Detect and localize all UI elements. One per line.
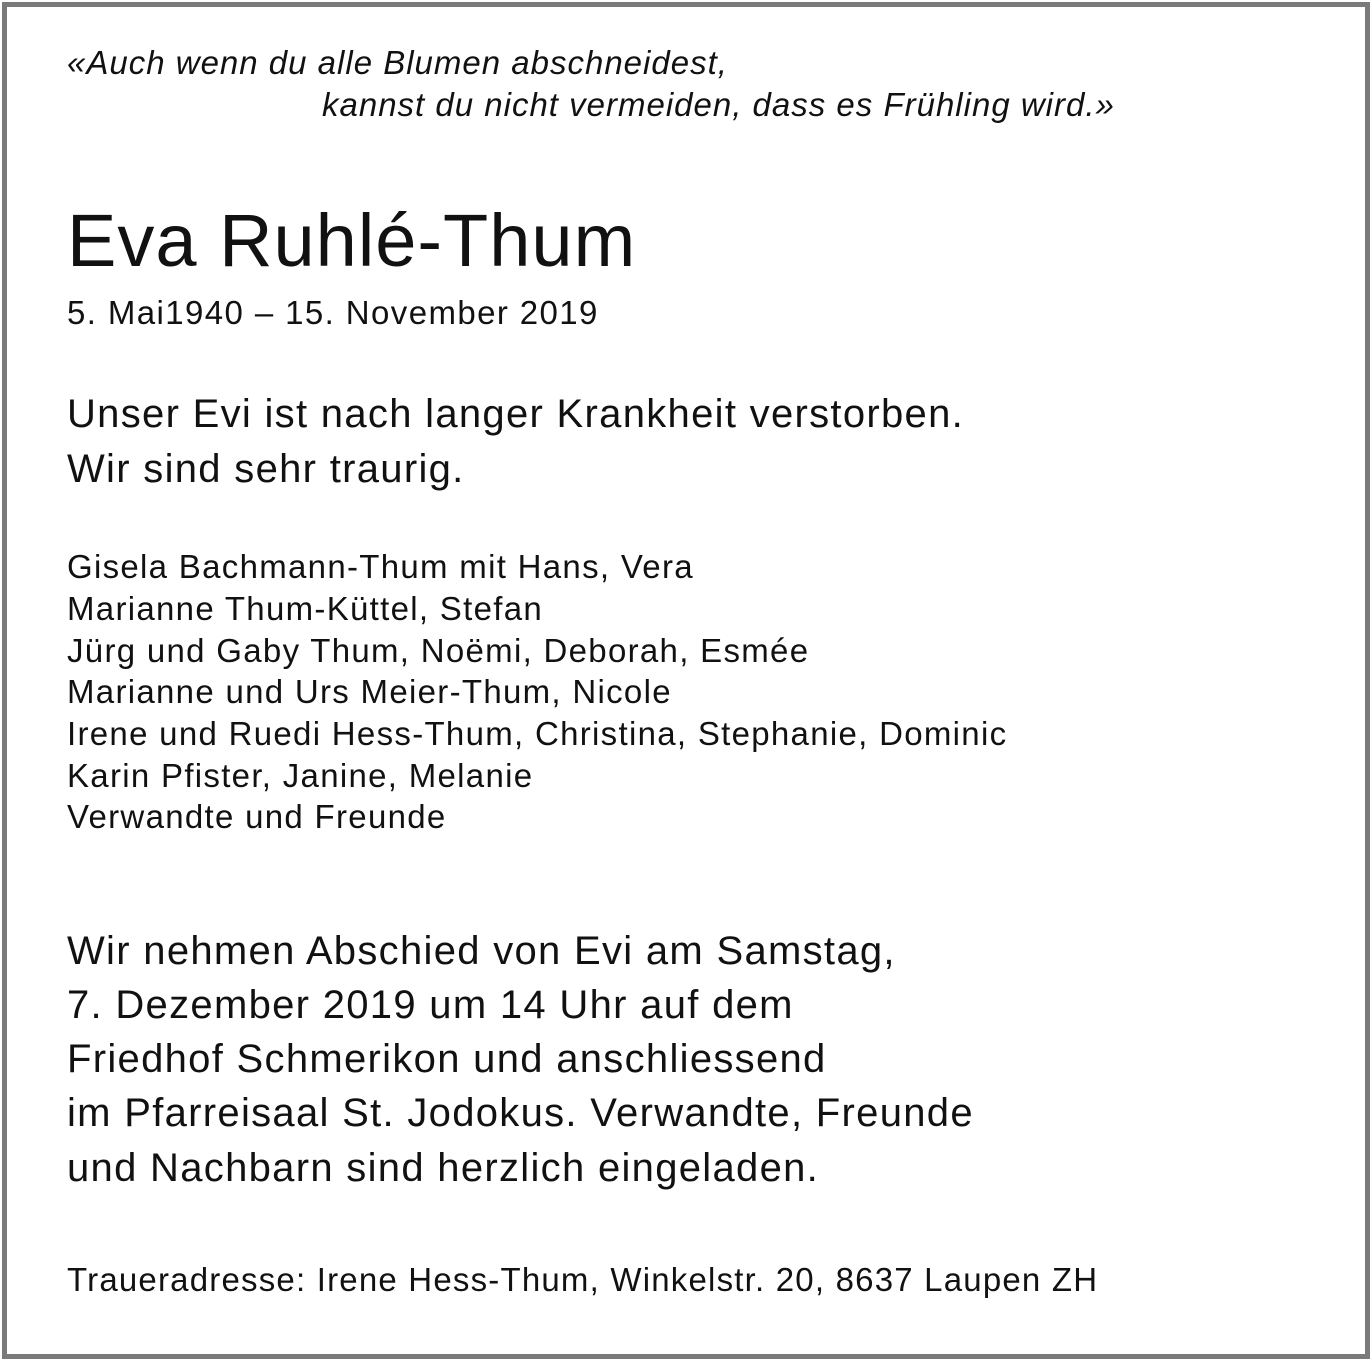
message-line-2: Wir sind sehr traurig. (67, 447, 465, 491)
farewell-line: 7. Dezember 2019 um 14 Uhr auf dem (67, 983, 794, 1027)
mourner-line: Karin Pfister, Janine, Melanie (67, 757, 534, 794)
farewell-line: im Pfarreisaal St. Jodokus. Verwandte, Freunde (67, 1091, 974, 1135)
life-dates: 5. Mai1940 – 15. November 2019 (67, 294, 599, 331)
mourner-line: Irene und Ruedi Hess-Thum, Christina, Stephanie, Dominic (67, 715, 1008, 752)
farewell-line: Wir nehmen Abschied von Evi am Samstag, (67, 929, 896, 973)
mourner-line: Jürg und Gaby Thum, Noëmi, Deborah, Esmée (67, 632, 810, 669)
mourning-address: Traueradresse: Irene Hess-Thum, Winkelstr. 20, 8637 Laupen ZH (67, 1261, 1099, 1298)
mourner-line: Verwandte und Freunde (67, 798, 447, 835)
farewell-line: und Nachbarn sind herzlich eingeladen. (67, 1146, 820, 1190)
mourner-line: Gisela Bachmann-Thum mit Hans, Vera (67, 548, 694, 585)
message-line-1: Unser Evi ist nach langer Krankheit verstorben. (67, 392, 965, 436)
mourner-line: Marianne und Urs Meier-Thum, Nicole (67, 673, 672, 710)
deceased-name: Eva Ruhlé-Thum (67, 199, 637, 282)
farewell-line: Friedhof Schmerikon und anschliessend (67, 1037, 827, 1081)
quote-line-1: «Auch wenn du alle Blumen abschneidest, (67, 44, 728, 81)
quote-line-2: kannst du nicht vermeiden, dass es Frühling wird.» (322, 86, 1115, 123)
mourner-line: Marianne Thum-Küttel, Stefan (67, 590, 544, 627)
